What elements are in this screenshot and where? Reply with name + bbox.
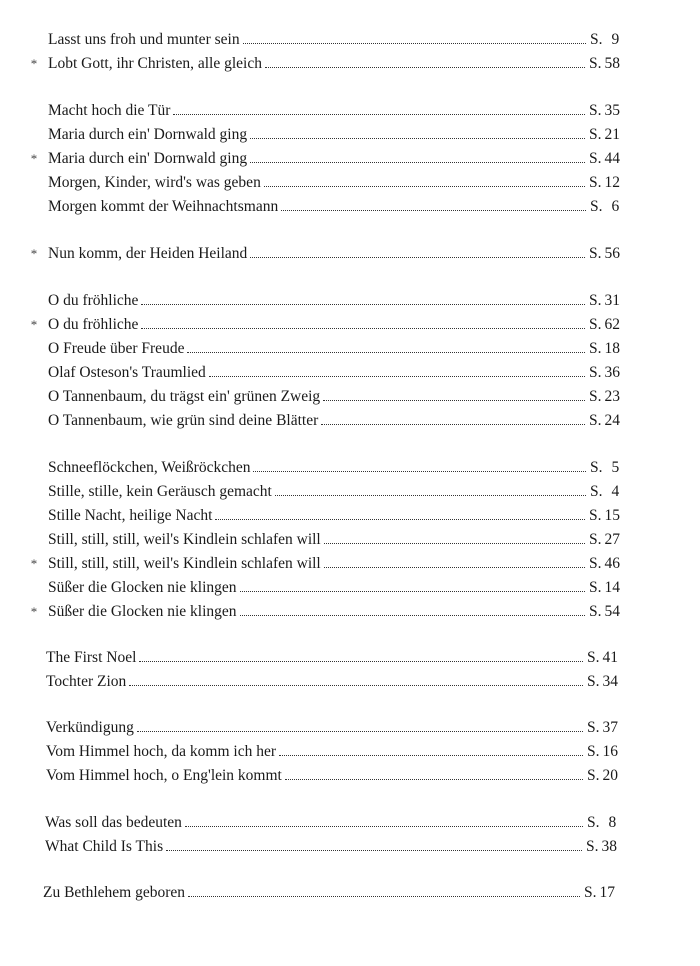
dot-leader [185, 826, 583, 827]
toc-entry [46, 718, 618, 738]
toc-entry [30, 244, 620, 264]
entry-title: Verkündigung [46, 719, 134, 736]
page-prefix: S. [587, 743, 600, 760]
dot-leader [166, 850, 582, 851]
toc-entry [30, 315, 620, 335]
dot-leader [129, 685, 583, 686]
entry-title: What Child Is This [45, 838, 164, 855]
page-number: 16 [602, 743, 618, 760]
page-prefix: S. [590, 483, 603, 500]
page-reference [583, 718, 618, 738]
page-number: 58 [604, 55, 620, 72]
page-prefix: S. [589, 316, 602, 333]
page-number: 12 [604, 174, 620, 191]
toc-entry [30, 54, 620, 74]
page-number: 15 [604, 507, 620, 524]
page-reference [585, 387, 620, 407]
toc-entry [30, 554, 620, 574]
dot-leader [275, 495, 586, 496]
dot-leader [285, 779, 583, 780]
page-prefix: S. [589, 174, 602, 191]
page-reference [585, 149, 620, 169]
entry-title: O du fröhliche [48, 292, 139, 309]
page-number: 38 [601, 838, 617, 855]
toc-entry [48, 197, 620, 217]
toc-entry [48, 363, 620, 383]
entry-title: Maria durch ein' Dornwald ging [48, 126, 248, 143]
entry-title: Süßer die Glocken nie klingen [48, 579, 237, 596]
toc-entry [48, 411, 620, 431]
toc-entry [48, 506, 620, 526]
entry-title: Still, still, still, weil's Kindlein schlafen will [48, 555, 321, 572]
page-reference [585, 101, 620, 121]
page-prefix: S. [590, 198, 603, 215]
asterisk-marker: * [30, 246, 38, 261]
toc-entry [48, 101, 620, 121]
dot-leader [323, 400, 585, 401]
page-prefix: S. [586, 838, 599, 855]
entry-title: Still, still, still, weil's Kindlein schlafen will [48, 531, 321, 548]
dot-leader [279, 755, 583, 756]
page-reference [585, 244, 620, 264]
page-number: 17 [599, 884, 615, 901]
dot-leader [240, 615, 585, 616]
page-reference [585, 602, 620, 622]
page-prefix: S. [589, 579, 602, 596]
page-prefix: S. [589, 507, 602, 524]
page-number: 54 [604, 603, 620, 620]
page-number: 41 [602, 649, 618, 666]
page-prefix: S. [587, 814, 600, 831]
page-number: 27 [604, 531, 620, 548]
toc-entry [48, 30, 620, 50]
dot-leader [253, 471, 586, 472]
asterisk-marker: * [30, 151, 38, 166]
page-reference [585, 554, 620, 574]
page-number: 36 [604, 364, 620, 381]
entry-title: Vom Himmel hoch, da komm ich her [46, 743, 277, 760]
page-prefix: S. [587, 719, 600, 736]
asterisk-marker: * [30, 317, 38, 332]
page-prefix: S. [589, 531, 602, 548]
page-prefix: S. [584, 884, 597, 901]
page-reference [586, 197, 620, 217]
page-reference [585, 315, 620, 335]
dot-leader [141, 328, 585, 329]
page-number: 14 [604, 579, 620, 596]
toc-entry [46, 766, 618, 786]
page-prefix: S. [590, 459, 603, 476]
dot-leader [141, 304, 585, 305]
page-number: 20 [602, 767, 618, 784]
toc-entry [48, 578, 620, 598]
entry-title: Schneeflöckchen, Weißröckchen [48, 459, 251, 476]
page-reference [585, 173, 620, 193]
page-prefix: S. [589, 555, 602, 572]
page-prefix: S. [587, 673, 600, 690]
entry-title: O Freude über Freude [48, 340, 185, 357]
page-reference [585, 411, 620, 431]
page-number: 23 [604, 388, 620, 405]
entry-title: Was soll das bedeuten [45, 814, 182, 831]
toc-entry [48, 482, 620, 502]
dot-leader [139, 661, 583, 662]
page-number: 37 [602, 719, 618, 736]
entry-title: Maria durch ein' Dornwald ging [48, 150, 248, 167]
page-prefix: S. [589, 340, 602, 357]
dot-leader [321, 424, 585, 425]
page-prefix: S. [589, 603, 602, 620]
page-reference [583, 742, 618, 762]
page-number: 9 [611, 31, 620, 48]
entry-title: The First Noel [46, 649, 137, 666]
page-reference [583, 672, 618, 692]
dot-leader [281, 210, 586, 211]
dot-leader [324, 567, 585, 568]
page-number: 6 [611, 198, 620, 215]
page-prefix: S. [587, 649, 600, 666]
entry-title: Stille, stille, kein Geräusch gemacht [48, 483, 272, 500]
toc-entry [43, 883, 615, 903]
page-prefix: S. [589, 388, 602, 405]
dot-leader [240, 591, 585, 592]
page-prefix: S. [587, 767, 600, 784]
page-reference [585, 506, 620, 526]
dot-leader [209, 376, 585, 377]
entry-title: Lasst uns froh und munter sein [48, 31, 240, 48]
dot-leader [250, 257, 585, 258]
dot-leader [188, 896, 580, 897]
page-number: 4 [611, 483, 620, 500]
toc-entry [45, 813, 617, 833]
entry-title: Lobt Gott, ihr Christen, alle gleich [48, 55, 262, 72]
entry-title: Morgen kommt der Weihnachtsmann [48, 198, 279, 215]
dot-leader [215, 519, 585, 520]
asterisk-marker: * [30, 604, 38, 619]
page-prefix: S. [589, 55, 602, 72]
entry-title: Vom Himmel hoch, o Eng'lein kommt [46, 767, 282, 784]
page-number: 35 [604, 102, 620, 119]
page-prefix: S. [589, 245, 602, 262]
entry-title: Olaf Osteson's Traumlied [48, 364, 206, 381]
page-number: 56 [604, 245, 620, 262]
entry-title: Morgen, Kinder, wird's was geben [48, 174, 261, 191]
toc-entry [48, 458, 620, 478]
toc-entry [30, 149, 620, 169]
dot-leader [264, 186, 585, 187]
dot-leader [243, 43, 586, 44]
entry-title: Zu Bethlehem geboren [43, 884, 186, 901]
page-number: 21 [604, 126, 620, 143]
page-reference [586, 30, 620, 50]
toc-entry [46, 672, 618, 692]
page-number: 8 [608, 814, 617, 831]
entry-title: Stille Nacht, heilige Nacht [48, 507, 213, 524]
page-reference [583, 648, 618, 668]
page-number: 18 [604, 340, 620, 357]
entry-title: O Tannenbaum, wie grün sind deine Blätter [48, 412, 319, 429]
page-prefix: S. [589, 150, 602, 167]
toc-entry [48, 173, 620, 193]
page-number: 62 [604, 316, 620, 333]
entry-title: Tochter Zion [46, 673, 127, 690]
dot-leader [324, 543, 585, 544]
page-number: 24 [604, 412, 620, 429]
page-prefix: S. [589, 102, 602, 119]
toc-entry [46, 648, 618, 668]
page-reference [586, 482, 620, 502]
page-reference [585, 578, 620, 598]
toc-entry [48, 387, 620, 407]
entry-title: Macht hoch die Tür [48, 102, 171, 119]
toc-entry [46, 742, 618, 762]
entry-title: Nun komm, der Heiden Heiland [48, 245, 248, 262]
page-reference [583, 766, 618, 786]
page-prefix: S. [589, 126, 602, 143]
toc-entry [48, 291, 620, 311]
dot-leader [250, 162, 585, 163]
page-reference [585, 530, 620, 550]
page-reference [580, 883, 615, 903]
entry-title: Süßer die Glocken nie klingen [48, 603, 237, 620]
page-prefix: S. [590, 31, 603, 48]
page-reference [582, 837, 617, 857]
entry-title: O Tannenbaum, du trägst ein' grünen Zweig [48, 388, 321, 405]
page-prefix: S. [589, 292, 602, 309]
page-reference [586, 458, 620, 478]
toc-entry [30, 602, 620, 622]
page-number: 5 [611, 459, 620, 476]
page-prefix: S. [589, 412, 602, 429]
page-reference [585, 291, 620, 311]
page-number: 46 [604, 555, 620, 572]
asterisk-marker: * [30, 556, 38, 571]
asterisk-marker: * [30, 56, 38, 71]
dot-leader [173, 114, 585, 115]
toc-entry [48, 530, 620, 550]
page-reference [585, 54, 620, 74]
dot-leader [265, 67, 585, 68]
toc-entry [48, 339, 620, 359]
page-number: 34 [602, 673, 618, 690]
toc-entry [45, 837, 617, 857]
page-reference [585, 363, 620, 383]
page-number: 31 [604, 292, 620, 309]
page-prefix: S. [589, 364, 602, 381]
page-reference [583, 813, 617, 833]
page-reference [585, 125, 620, 145]
page-reference [585, 339, 620, 359]
dot-leader [250, 138, 585, 139]
dot-leader [187, 352, 585, 353]
page-number: 44 [604, 150, 620, 167]
entry-title: O du fröhliche [48, 316, 139, 333]
dot-leader [137, 731, 583, 732]
toc-entry [48, 125, 620, 145]
